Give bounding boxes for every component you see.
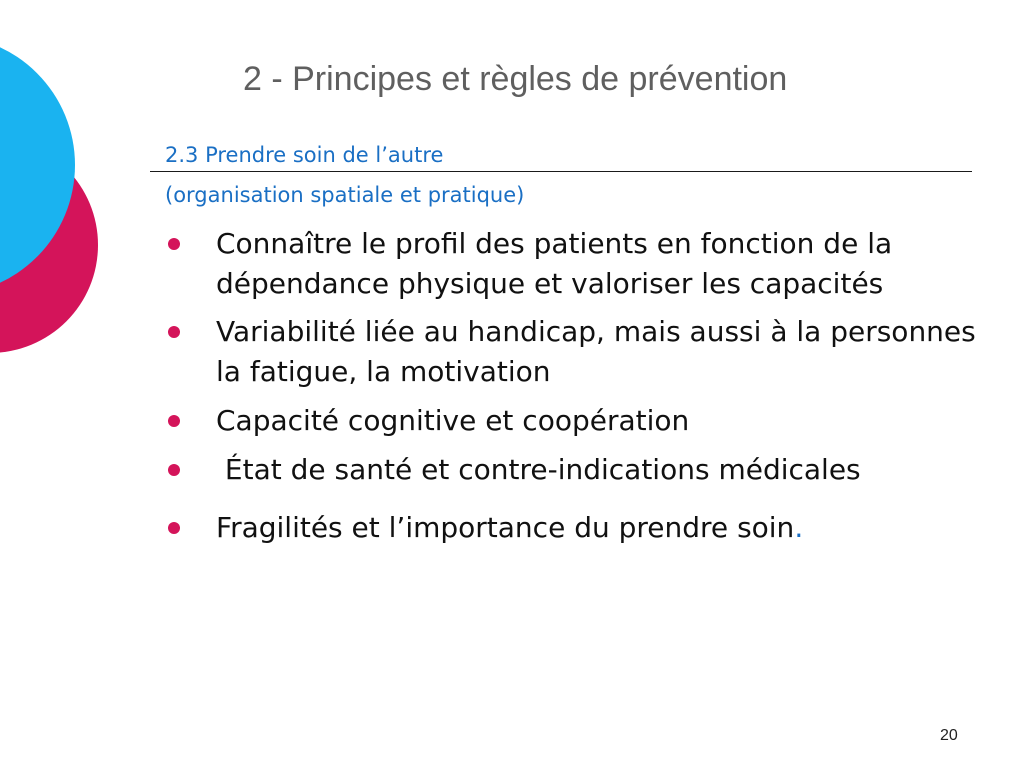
bullet-text: Capacité cognitive et coopération bbox=[216, 404, 690, 437]
divider-line bbox=[150, 171, 972, 172]
bullet-text: Connaître le profil des patients en fonction de la dépendance physique et valoriser les capacités bbox=[216, 227, 893, 300]
bullet-dot-icon bbox=[168, 522, 180, 534]
bullet-item bbox=[160, 508, 980, 548]
bullet-item bbox=[160, 401, 980, 441]
decorative-circles bbox=[0, 0, 120, 420]
bullet-dot-icon bbox=[168, 464, 180, 476]
bullet-item bbox=[160, 224, 980, 304]
bullet-text: État de santé et contre-indications médicales bbox=[216, 453, 861, 486]
bullet-text: Variabilité liée au handicap, mais aussi à la personnes la fatigue, la motivation bbox=[216, 315, 976, 388]
page-number: 20 bbox=[940, 727, 958, 744]
bullet-item bbox=[160, 312, 980, 392]
section-subtitle: 2.3 Prendre soin de l’autre bbox=[165, 143, 444, 167]
bullet-text: Fragilités et l’importance du prendre soin bbox=[216, 511, 795, 544]
bullet-list bbox=[160, 224, 980, 556]
bullet-item bbox=[160, 450, 980, 490]
slide-title: 2 - Principes et règles de prévention bbox=[243, 60, 788, 98]
section-subtitle-detail: (organisation spatiale et pratique) bbox=[165, 183, 525, 207]
bullet-dot-icon bbox=[168, 238, 180, 250]
bullet-dot-icon bbox=[168, 326, 180, 338]
bullet-dot-icon bbox=[168, 415, 180, 427]
bullet-period: . bbox=[794, 511, 804, 544]
